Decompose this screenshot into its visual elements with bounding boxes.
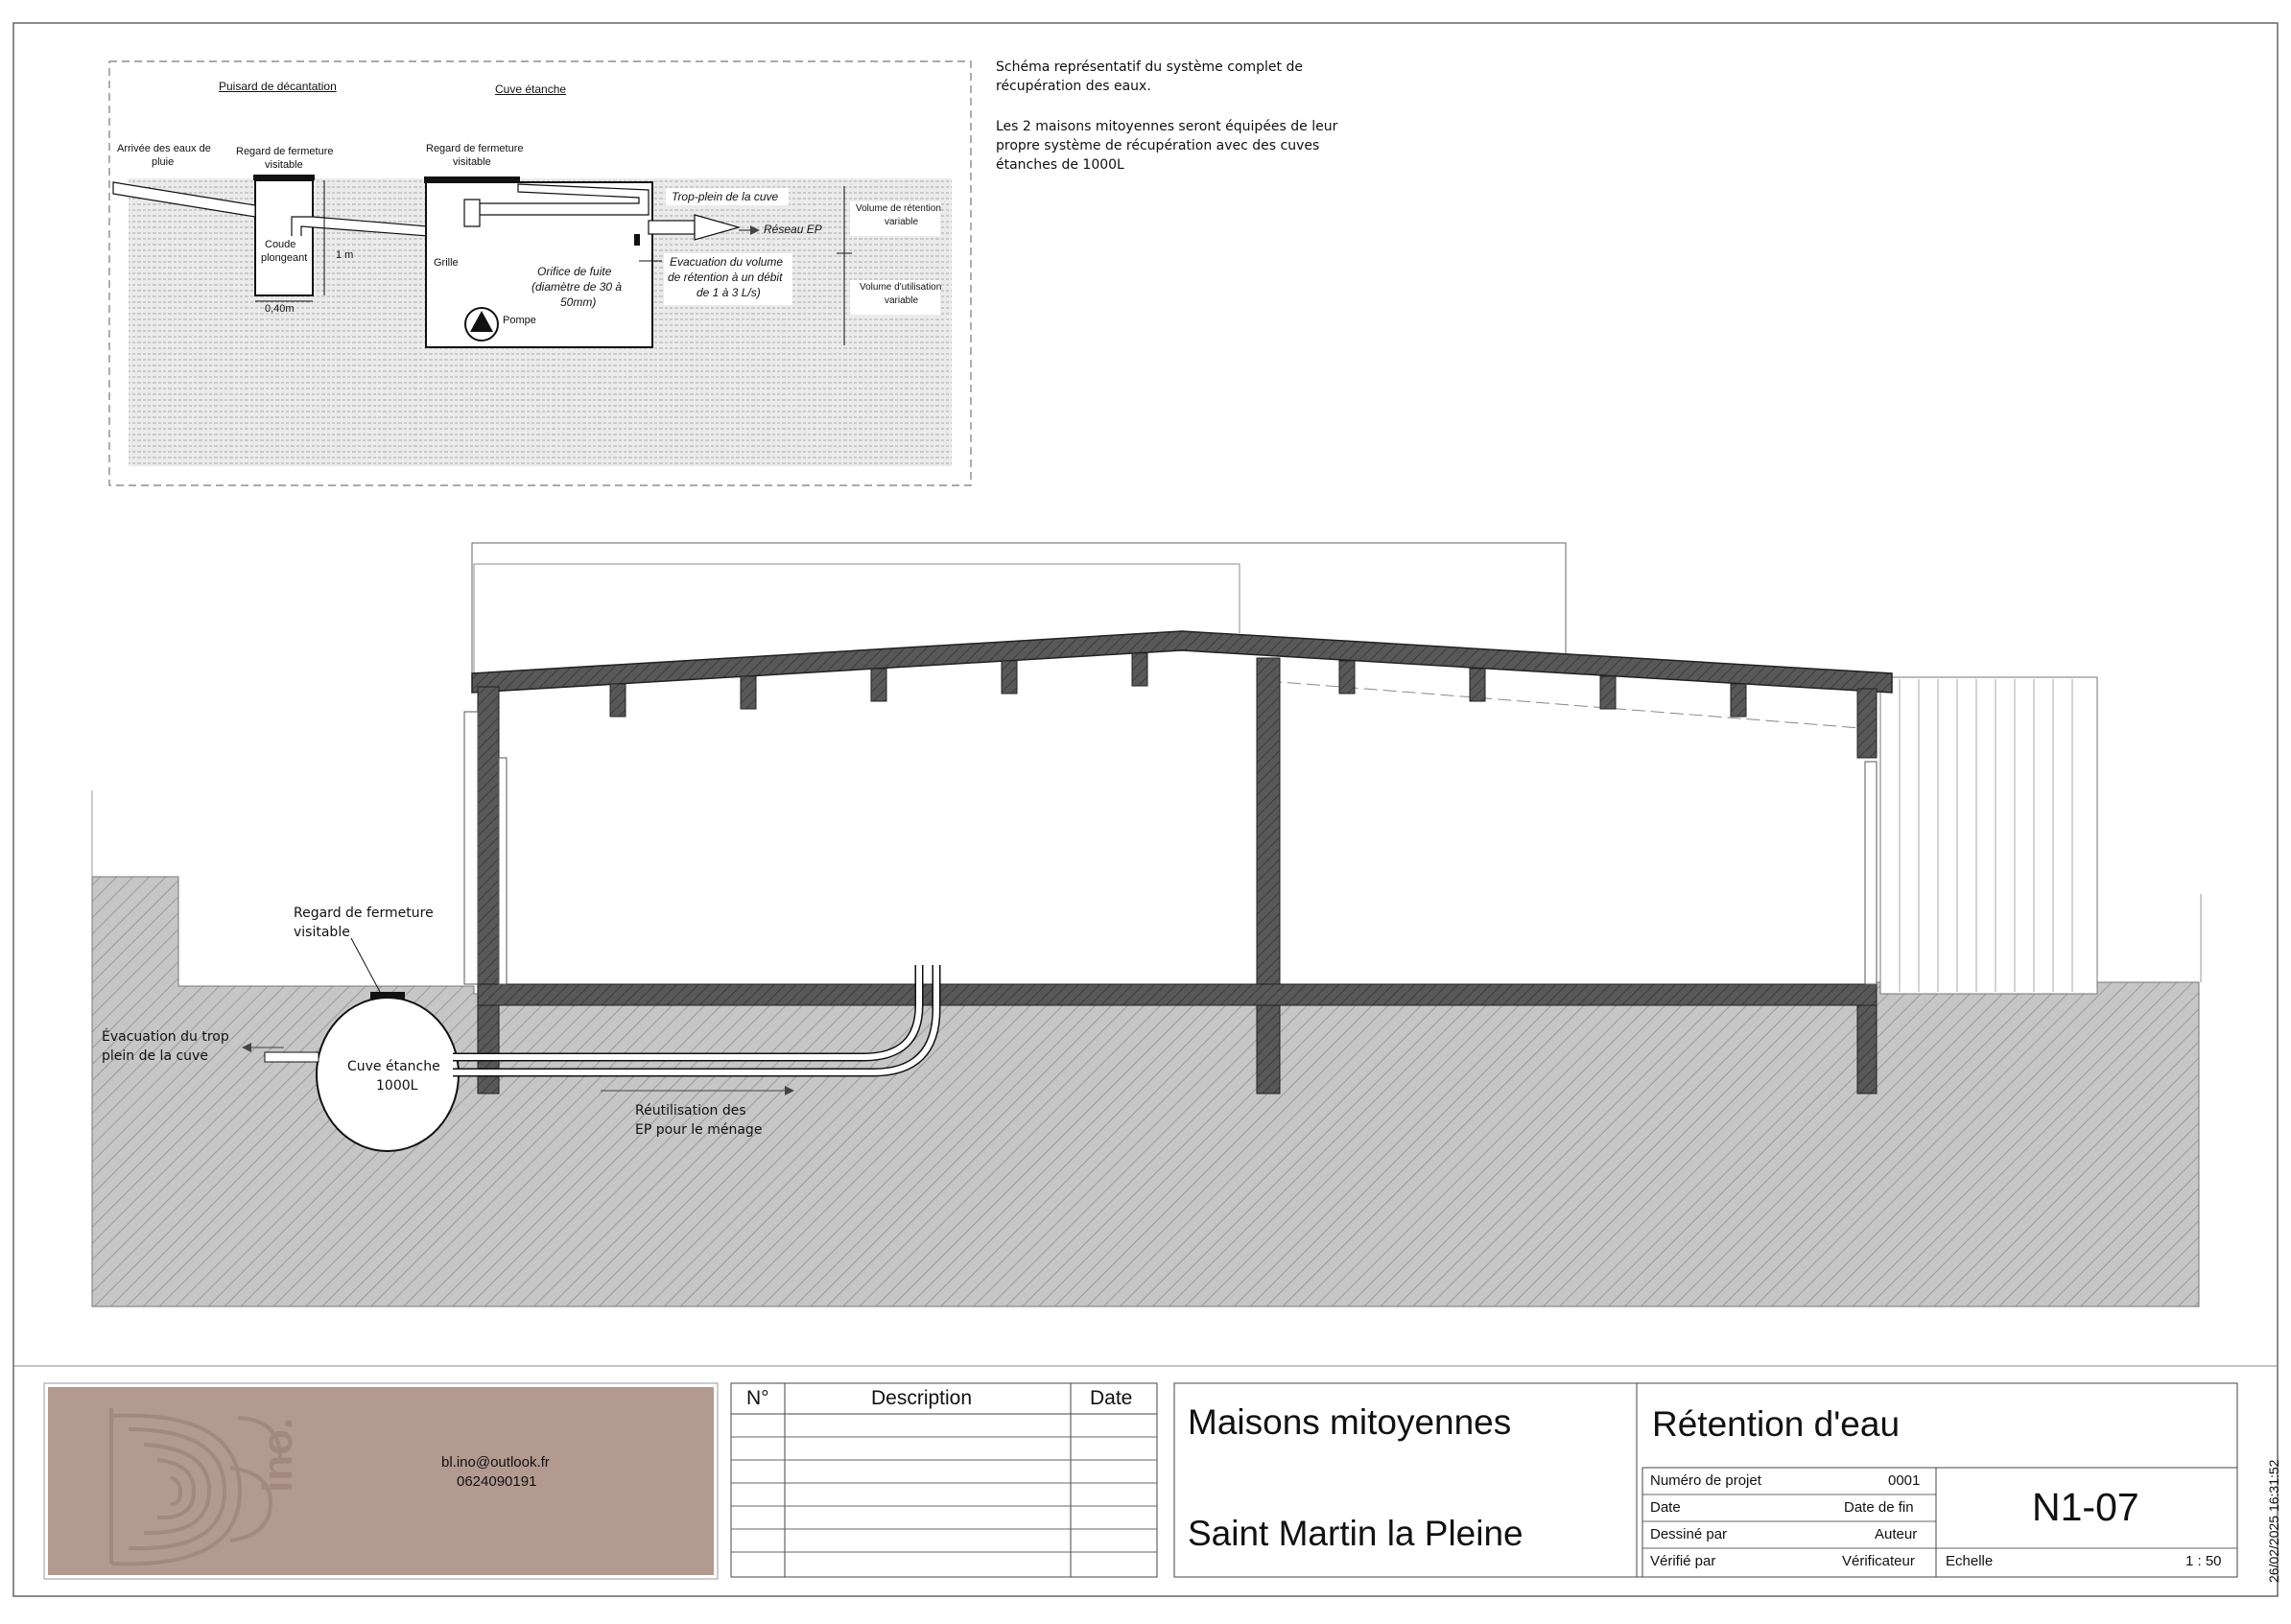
puisard-title: Puisard de décantation xyxy=(219,80,337,93)
field-label-date: Date xyxy=(1650,1499,1681,1516)
arrivee-label-1: Arrivée des eaux de xyxy=(117,143,211,154)
contact-email: bl.ino@outlook.fr xyxy=(441,1454,550,1471)
evac-label-1: Evacuation du volume xyxy=(670,255,784,269)
right-wall-top xyxy=(1857,689,1877,758)
print-timestamp: 26/02/2025 16:31:52 xyxy=(2266,1459,2281,1583)
reseau-label: Réseau EP xyxy=(764,223,822,236)
intro-line-1: Schéma représentatif du système complet de xyxy=(996,59,1303,75)
tank-label-2: 1000L xyxy=(376,1078,418,1094)
vol-ret-label-1: Volume de rétention xyxy=(856,203,941,214)
regard-leader xyxy=(351,938,380,992)
evac-label-3: de 1 à 3 L/s) xyxy=(697,286,761,299)
tank-label-1: Cuve étanche xyxy=(347,1059,440,1074)
pompe-label: Pompe xyxy=(503,315,536,326)
vol-util-label-1: Volume d'utilisation xyxy=(860,282,942,293)
vol-ret-label-2: variable xyxy=(885,217,919,227)
dim-width-label: 0,40m xyxy=(265,303,295,315)
dim-height-label: 1 m xyxy=(336,249,354,261)
intro-line-4: propre système de récupération avec des cuves xyxy=(996,138,1320,153)
left-wall xyxy=(478,687,499,1094)
cuve-title: Cuve étanche xyxy=(495,82,567,96)
rev-header-date: Date xyxy=(1090,1387,1133,1409)
orifice-mark xyxy=(634,234,640,246)
regard2-label-2: visitable xyxy=(453,156,491,168)
right-glazing xyxy=(1865,762,1877,984)
logo-wordmark: ino. xyxy=(254,1417,301,1493)
evac-label-2: de rétention à un débit xyxy=(668,271,783,284)
arrivee-label-2: pluie xyxy=(152,156,175,168)
party-wall xyxy=(1257,658,1280,1094)
grille-label: Grille xyxy=(434,257,459,269)
scale-label: Echelle xyxy=(1946,1553,1994,1569)
scale-value: 1 : 50 xyxy=(2185,1553,2222,1569)
intro-line-2: récupération des eaux. xyxy=(996,79,1151,94)
roof-slab xyxy=(472,631,1892,693)
outlet-pipe xyxy=(649,221,695,234)
left-frame xyxy=(499,758,507,984)
vol-util-label-2: variable xyxy=(885,295,919,306)
orifice-label-1: Orifice de fuite xyxy=(537,265,612,278)
field-label-checked: Vérifié par xyxy=(1650,1553,1716,1569)
settling-pit-lid xyxy=(253,175,315,180)
coude-label-2: plongeant xyxy=(261,252,308,264)
sheet-number: N1-07 xyxy=(2032,1485,2139,1529)
intro-line-5: étanches de 1000L xyxy=(996,157,1124,173)
overflow-pipe-left xyxy=(265,1052,319,1062)
overflow-elbow xyxy=(464,200,480,226)
field-label-project: Numéro de projet xyxy=(1650,1472,1761,1489)
fence xyxy=(1880,677,2097,994)
field-value-project: 0001 xyxy=(1888,1472,1921,1489)
field-value-checked: Vérificateur xyxy=(1842,1553,1915,1569)
regard2-label-1: Regard de fermeture xyxy=(426,143,524,154)
reuse-label-2: EP pour le ménage xyxy=(635,1122,763,1138)
tank-lid xyxy=(424,177,520,183)
regard1-label-2: visitable xyxy=(265,159,303,171)
intro-line-3: Les 2 maisons mitoyennes seront équipées de leur xyxy=(996,119,1338,134)
field-label-drawn: Dessiné par xyxy=(1650,1526,1728,1542)
trop-plein-label: Trop-plein de la cuve xyxy=(672,190,779,203)
floor-slab xyxy=(478,984,1877,1005)
left-window xyxy=(464,712,478,984)
regard-label-1: Regard de fermeture xyxy=(294,906,434,921)
regard1-label-1: Regard de fermeture xyxy=(236,146,334,157)
field-value-drawn: Auteur xyxy=(1875,1526,1918,1542)
contact-phone: 0624090191 xyxy=(457,1473,537,1490)
orifice-label-3: 50mm) xyxy=(560,295,597,309)
overflow-label-1: Évacuation du trop xyxy=(102,1029,229,1045)
rev-header-num: N° xyxy=(746,1387,769,1409)
reuse-label-1: Réutilisation des xyxy=(635,1103,746,1118)
ceiling-line xyxy=(1268,681,1873,729)
project-title-line2: Saint Martin la Pleine xyxy=(1188,1514,1523,1553)
orifice-label-2: (diamètre de 30 à xyxy=(531,280,623,294)
rev-header-desc: Description xyxy=(871,1387,973,1409)
revision-table xyxy=(731,1383,1157,1577)
project-title-line1: Maisons mitoyennes xyxy=(1188,1402,1512,1442)
building-section xyxy=(92,543,2201,1306)
coude-label-1: Coude xyxy=(265,239,296,250)
regard-label-2: visitable xyxy=(294,925,350,940)
field-value-date: Date de fin xyxy=(1844,1499,1914,1516)
sheet-title: Rétention d'eau xyxy=(1652,1404,1901,1444)
overflow-label-2: plein de la cuve xyxy=(102,1048,208,1064)
